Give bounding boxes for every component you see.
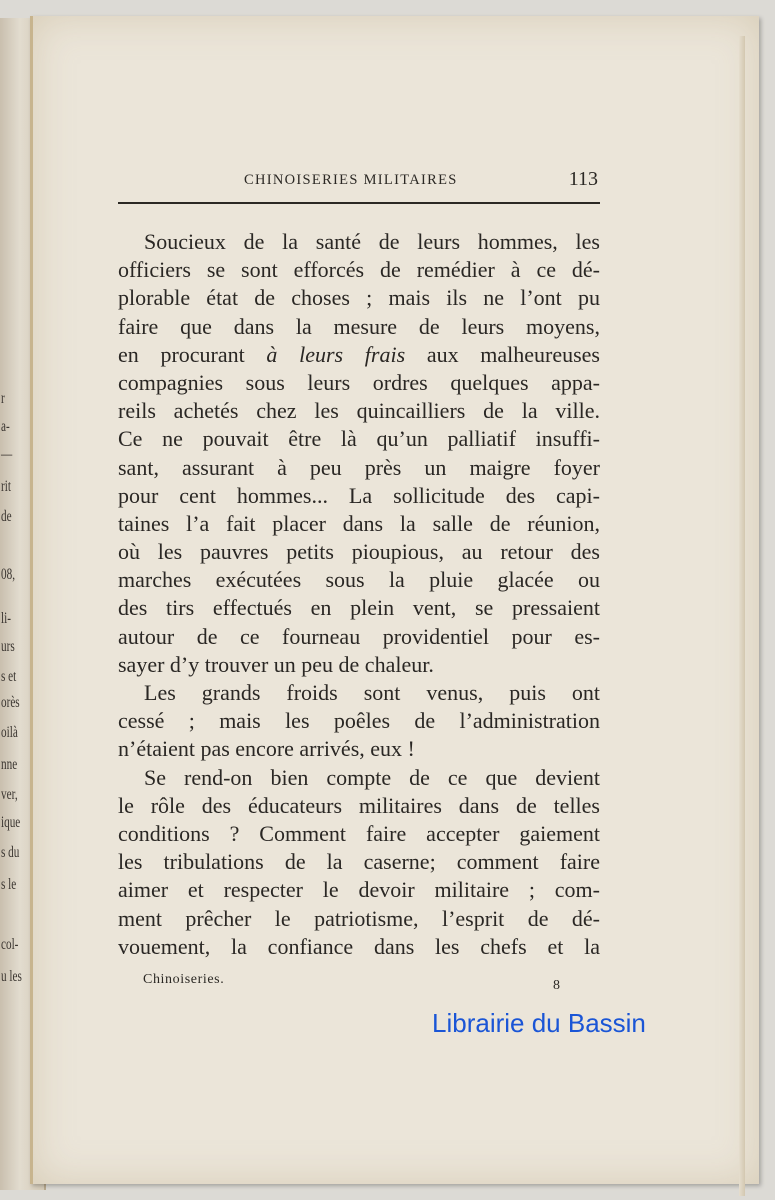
- left-page-fragment: s le: [1, 876, 17, 893]
- left-page-fragment: oilà: [1, 724, 18, 741]
- left-page-fragment: ver,: [1, 786, 18, 803]
- left-page-fragment: s du: [1, 844, 20, 861]
- italic-run: à leurs frais: [266, 341, 406, 367]
- page-edge-shadow: [739, 36, 745, 1196]
- left-page-fragment: li-: [1, 610, 11, 627]
- running-title: CHINOISERIES MILITAIRES: [244, 172, 458, 188]
- left-page-fragment: s et: [1, 668, 17, 685]
- text-line: sant, assurant à peu près un maigre foyer: [118, 454, 600, 480]
- text-line: Se rend-on bien compte de ce que devient: [144, 764, 600, 790]
- left-page-fragment: r: [1, 390, 5, 407]
- text-line: ment prêcher le patriotisme, l’esprit de dé-: [118, 905, 600, 931]
- left-page-fragment: col-: [1, 936, 19, 953]
- left-page-fragment: nne: [1, 756, 18, 773]
- signature-title: Chinoiseries.: [143, 972, 225, 987]
- text-line: Soucieux de la santé de leurs hommes, les: [144, 229, 600, 254]
- header-rule: [118, 202, 600, 204]
- text-line: sayer d’y trouver un peu de chaleur.: [118, 651, 434, 677]
- text-line: aimer et respecter le devoir militaire ; com-: [118, 877, 600, 903]
- text-line: marches exécutées sous la pluie glacée ou: [118, 567, 600, 593]
- text-line: plorable état de choses ; mais ils ne l’ont pu: [118, 285, 600, 311]
- page-number: 113: [568, 168, 598, 190]
- left-page-fragment: ique: [1, 814, 21, 831]
- seller-watermark: Librairie du Bassin: [432, 1008, 646, 1038]
- text-line: conditions ? Comment faire accepter gaiement: [118, 820, 600, 846]
- text-line: où les pauvres petits pioupious, au retour des: [118, 539, 600, 565]
- left-page-fragment: rit: [1, 478, 11, 495]
- text-line: cessé ; mais les poêles de l’administration: [118, 708, 600, 734]
- text-line: Les grands froids sont venus, puis ont: [144, 680, 600, 705]
- left-page-fragment: 08,: [1, 566, 15, 583]
- text-line: le rôle des éducateurs militaires dans de telles: [118, 792, 600, 818]
- running-header: [118, 168, 600, 202]
- text-line: les tribulations de la caserne; comment faire: [118, 849, 600, 875]
- text-line: reils achetés chez les quincailliers de la ville.: [118, 398, 600, 424]
- body-text: [118, 228, 600, 961]
- text-line: n’étaient pas encore arrivés, eux !: [118, 736, 415, 762]
- text-line: Ce ne pouvait être là qu’un palliatif insuffi-: [118, 426, 600, 452]
- left-page-fragment: de: [1, 508, 12, 525]
- text-line: pour cent hommes... La sollicitude des capi-: [118, 482, 600, 508]
- left-page-fragment: —: [1, 446, 13, 463]
- text-line: compagnies sous leurs ordres quelques appa-: [118, 369, 600, 395]
- text-run: en procurant: [118, 341, 267, 367]
- text-line-with-italic: [118, 341, 600, 369]
- left-page-fragment: orès: [1, 694, 20, 711]
- text-line: des tirs effectués en plein vent, se pressaient: [118, 595, 600, 621]
- left-page-fragment: urs: [1, 638, 15, 655]
- text-run: aux malheureuses: [405, 341, 600, 367]
- text-line: faire que dans la mesure de leurs moyens,: [118, 313, 600, 339]
- text-line: vouement, la confiance dans les chefs et la: [118, 933, 600, 959]
- text-line: taines l’a fait placer dans la salle de réunion,: [118, 510, 600, 536]
- text-line: autour de ce fourneau providentiel pour es-: [118, 623, 600, 649]
- signature-mark: 8: [553, 978, 560, 993]
- left-page-fragment: u les: [1, 968, 22, 985]
- text-line: officiers se sont efforcés de remédier à ce dé-: [118, 257, 600, 283]
- left-page-fragment: a-: [1, 418, 10, 435]
